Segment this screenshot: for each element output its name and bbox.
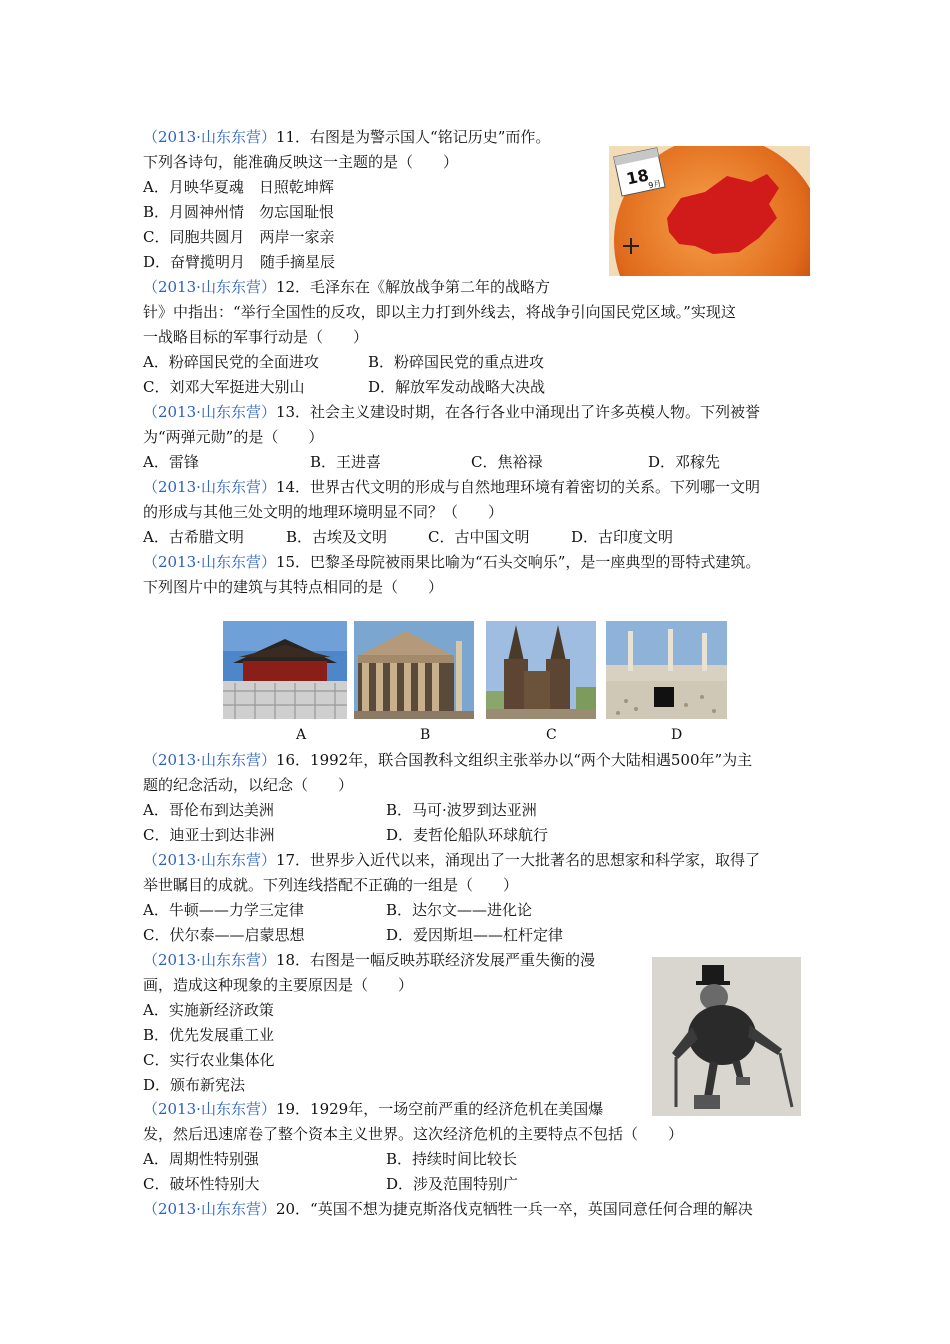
q12-line1: （2013·山东东营）12．毛泽东在《解放战争第二年的战略方 [143, 278, 551, 296]
q19-option-b: B．持续时间比较长 [386, 1150, 518, 1168]
q18-option-d: D．颁布新宪法 [143, 1076, 246, 1094]
q14-source: （2013·山东东营） [143, 478, 276, 496]
cologne-cathedral-image [486, 621, 596, 719]
forbidden-city-image [223, 621, 347, 719]
q12-line2: 针》中指出：“举行全国性的反攻，即以主力打到外线去，将战争引向国民党区域。”实现这 [143, 303, 736, 321]
q15-line1: （2013·山东东营）15．巴黎圣母院被雨果比喻为“石头交响乐”，是一座典型的哥特式建筑。 [143, 553, 761, 571]
q17-line2: 举世瞩目的成就。下列连线搭配不正确的一组是（ ） [143, 876, 519, 894]
q14-option-a: A．古希腊文明 [143, 528, 244, 546]
china-map-calendar-image [609, 146, 810, 276]
q14-option-b: B．古埃及文明 [286, 528, 388, 546]
q11-line1: （2013·山东东营）11．右图是为警示国人“铭记历史”而作。 [143, 128, 551, 146]
q13-option-d: D．邓稼先 [648, 453, 721, 471]
q18-line2: 画，造成这种现象的主要原因是（ ） [143, 976, 414, 994]
q19-source: （2013·山东东营） [143, 1100, 276, 1118]
q18-source: （2013·山东东营） [143, 951, 276, 969]
q14-option-c: C．古中国文明 [428, 528, 530, 546]
svg-text:18: 18 [624, 165, 651, 189]
caption-a: A [296, 727, 307, 743]
q11-option-c: C．同胞共圆月 两岸一家亲 [143, 228, 335, 246]
q12-option-a: A．粉碎国民党的全面进攻 [143, 353, 319, 371]
caption-b: B [420, 727, 431, 743]
q12-option-d: D．解放军发动战略大决战 [368, 378, 546, 396]
q13-line1: （2013·山东东营）13．社会主义建设时期，在各行各业中涌现出了许多英模人物。下列被誉 [143, 403, 761, 421]
q17-option-d: D．爱因斯坦——杠杆定律 [386, 926, 564, 944]
q19-line1: （2013·山东东营）19．1929年，一场空前严重的经济危机在美国爆 [143, 1100, 604, 1118]
soviet-economy-cartoon-image [652, 957, 801, 1116]
q16-source: （2013·山东东营） [143, 751, 276, 769]
q15-source: （2013·山东东营） [143, 553, 276, 571]
q15-line2: 下列图片中的建筑与其特点相同的是（ ） [143, 578, 444, 596]
q19-option-d: D．涉及范围特别广 [386, 1175, 519, 1193]
q14-line2: 的形成与其他三处文明的地理环境明显不同？（ ） [143, 503, 504, 521]
q11-option-d: D．奋臂揽明月 随手摘星辰 [143, 253, 336, 271]
q13-option-b: B．王进喜 [310, 453, 382, 471]
q16-option-b: B．马可·波罗到达亚洲 [386, 801, 537, 819]
q20-source: （2013·山东东营） [143, 1200, 276, 1218]
q16-option-c: C．迪亚士到达非洲 [143, 826, 275, 844]
q17-option-a: A．牛顿——力学三定律 [143, 901, 304, 919]
caption-d: D [671, 727, 683, 743]
q19-option-a: A．周期性特别强 [143, 1150, 259, 1168]
q17-option-c: C．伏尔泰——启蒙思想 [143, 926, 305, 944]
q19-line2: 发，然后迅速席卷了整个资本主义世界。这次经济危机的主要特点不包括（ ） [143, 1125, 684, 1143]
q13-line2: 为“两弹元勋”的是（ ） [143, 428, 324, 446]
q19-option-c: C．破坏性特别大 [143, 1175, 260, 1193]
q17-line1: （2013·山东东营）17．世界步入近代以来，涌现出了一大批著名的思想家和科学家，取得了 [143, 851, 761, 869]
q12-option-c: C．刘邓大军挺进大别山 [143, 378, 305, 396]
q11-option-a: A．月映华夏魂 日照乾坤辉 [143, 178, 334, 196]
q17-source: （2013·山东东营） [143, 851, 276, 869]
q18-line1: （2013·山东东营）18．右图是一幅反映苏联经济发展严重失衡的漫 [143, 951, 596, 969]
q18-option-a: A．实施新经济政策 [143, 1001, 274, 1019]
q12-option-b: B．粉碎国民党的重点进攻 [368, 353, 545, 371]
caption-c: C [546, 727, 557, 743]
q11-line2: 下列各诗句，能准确反映这一主题的是（ ） [143, 153, 459, 171]
q11-option-b: B．月圆神州情 勿忘国耻恨 [143, 203, 335, 221]
q14-option-d: D．古印度文明 [571, 528, 674, 546]
mecca-mosque-image [606, 621, 727, 719]
q12-source: （2013·山东东营） [143, 278, 276, 296]
q13-source: （2013·山东东营） [143, 403, 276, 421]
q13-option-a: A．雷锋 [143, 453, 199, 471]
q16-line2: 题的纪念活动，以纪念（ ） [143, 776, 354, 794]
q12-line3: 一战略目标的军事行动是（ ） [143, 328, 369, 346]
q20-line1: （2013·山东东营）20．“英国不想为捷克斯洛伐克牺牲一兵一卒，英国同意任何合理的解决 [143, 1200, 753, 1218]
q11-source: （2013·山东东营） [143, 128, 276, 146]
q18-option-c: C．实行农业集体化 [143, 1051, 275, 1069]
svg-text:9月: 9月 [647, 178, 663, 191]
q14-line1: （2013·山东东营）14．世界古代文明的形成与自然地理环境有着密切的关系。下列哪一文明 [143, 478, 761, 496]
q18-option-b: B．优先发展重工业 [143, 1026, 275, 1044]
pantheon-image [354, 621, 474, 719]
q13-option-c: C．焦裕禄 [471, 453, 543, 471]
q16-line1: （2013·山东东营）16．1992年，联合国教科文组织主张举办以“两个大陆相遇500年”为主 [143, 751, 753, 769]
q16-option-a: A．哥伦布到达美洲 [143, 801, 274, 819]
q17-option-b: B．达尔文——进化论 [386, 901, 533, 919]
q16-option-d: D．麦哲伦船队环球航行 [386, 826, 549, 844]
